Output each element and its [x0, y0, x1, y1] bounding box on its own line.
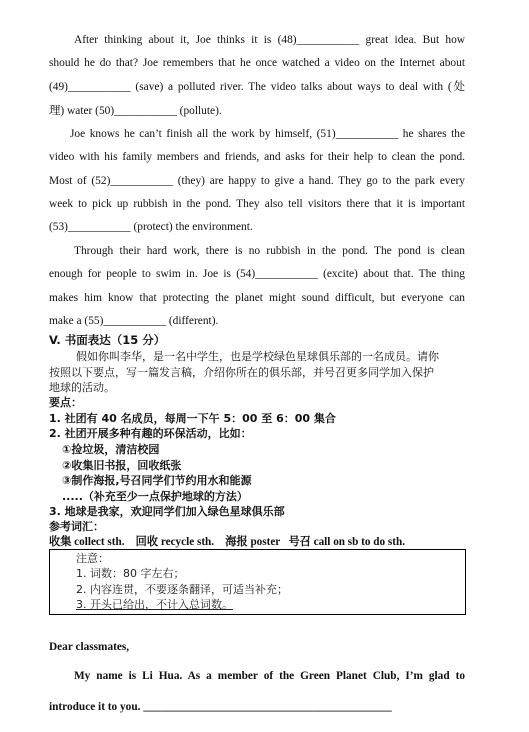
passage-line-10: Through their hard work, there is no rubbish in the pond. The pond is clean [74, 245, 465, 257]
passage-line-3: (49)___________ (save) a polluted river. The video talks about ways to deal with (处 [49, 81, 465, 93]
vocab-line: 收集 collect sth. 回收 recycle sth. 海报 poster 号召 call on sb to do sth. [49, 536, 406, 548]
prompt-line-1: 假如你叫李华，是一名中学生，也是学校绿色星球俱乐部的一名成员。请你 [76, 350, 439, 363]
passage-line-5: Joe knows he can’t finish all the work by himself, (51)___________ he shares the [70, 128, 465, 140]
point-2-sub-4: .....（补充至少一点保护地球的方法） [62, 490, 248, 503]
point-2-sub-3: ③制作海报,号召同学们节约用水和能源 [62, 474, 252, 487]
section-heading: V. 书面表达（15 分） [49, 333, 166, 347]
passage-line-9: (53)___________ (protect) the environment. [49, 221, 253, 233]
passage-line-2: should he do that? Joe remembers that he once watched a video on the Internet about [49, 57, 465, 69]
passage-line-6: video with his family members and friends, and asks for their help to clean the pond. [49, 151, 465, 163]
point-2-sub-2: ②收集旧书报，回收纸张 [62, 459, 182, 472]
passage-line-4: 理) water (50)___________ (pollute). [49, 105, 222, 117]
notice-title: 注意： [76, 552, 109, 565]
passage-line-11: enough for people to swim in. Joe is (54)___________ (excite) about that. The thing [49, 268, 465, 280]
point-1: 1. 社团有 40 名成员，每周一下午 5：00 至 6：00 集合 [49, 412, 336, 425]
notice-item-3: 3. 开头已给出，不计入总词数。 [76, 598, 233, 611]
vocab-title: 参考词汇： [49, 520, 104, 533]
notice-item-1: 1. 词数：80 字左右； [76, 567, 185, 580]
essay-line-1: My name is Li Hua. As a member of the Green Planet Club, I’m glad to [74, 670, 465, 682]
passage-line-1: After thinking about it, Joe thinks it is (48)___________ great idea. But how [74, 34, 465, 46]
passage-line-8: week to pick up rubbish in the pond. They also tell visitors there that it is important [49, 198, 465, 210]
points-title: 要点： [49, 396, 82, 409]
passage-line-13: make a (55)___________ (different). [49, 315, 219, 327]
essay-line-2: introduce it to you. ____________________________________________ [49, 701, 392, 713]
prompt-line-3: 地球的活动。 [49, 381, 115, 394]
notice-item-2: 2. 内容连贯，不要逐条翻译，可适当补充； [76, 583, 288, 596]
salutation: Dear classmates, [49, 641, 130, 653]
point-3: 3. 地球是我家，欢迎同学们加入绿色星球俱乐部 [49, 505, 285, 518]
passage-line-7: Most of (52)___________ (they) are happy to give a hand. They go to the park every [49, 175, 465, 187]
point-2-sub-1: ①捡垃圾，清洁校园 [62, 443, 160, 456]
passage-line-12: makes him know that protecting the planet might sound difficult, but everyone can [49, 292, 465, 304]
prompt-line-2: 按照以下要点，写一篇发言稿，介绍你所在的俱乐部，并号召更多同学加入保护 [49, 366, 434, 379]
point-2: 2. 社团开展多种有趣的环保活动，比如： [49, 427, 252, 440]
